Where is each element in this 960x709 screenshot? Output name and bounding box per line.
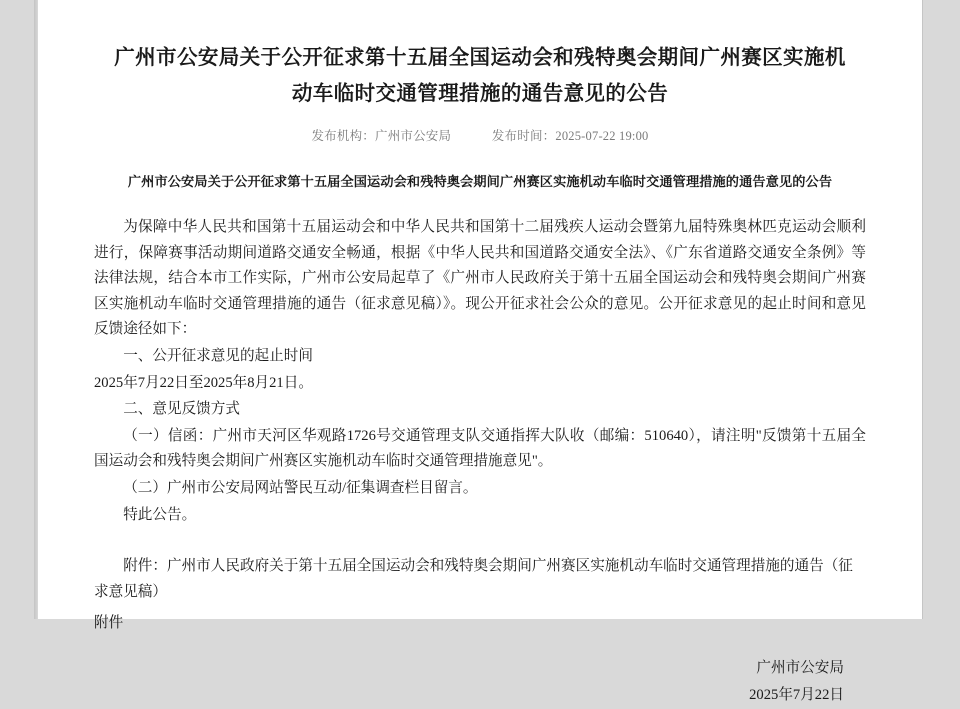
next-page-partial-text: 附件 (94, 615, 124, 631)
document-body (94, 215, 866, 528)
body-paragraph: 特此公告。 (123, 506, 197, 523)
document-page (38, 0, 922, 704)
document-subtitle: 广州市公安局关于公开征求第十五届全国运动会和残特奥会期间广州赛区实施机动车临时交通管理措施的通告意见的公告 (127, 174, 833, 189)
body-paragraph: 2025年7月22日至2025年8月21日。 (94, 374, 313, 391)
document-meta (94, 126, 866, 144)
publish-time-value: 2025-07-22 19:00 (555, 129, 649, 143)
body-paragraph: 二、意见反馈方式 (123, 401, 240, 418)
body-paragraph: （二）广州市公安局网站警民互动/征集调查栏目留言。 (123, 479, 478, 496)
signature-date: 2025年7月22日 (749, 687, 844, 704)
body-paragraph: 为保障中华人民共和国第十五届运动会和中华人民共和国第十二届残疾人运动会暨第九届特殊奥林匹克运动会顺利进行，保障赛事活动期间道路交通安全畅通，根据《中华人民共和国道路交通安全法》、《广东省道路交通安全条例》等法律法规，结合本市工作实际，广州市公安局起草了《广州市人民政府关于第十五届全国运动会和残特奥会期间广州赛区实施机动车临时交通管理措施的通告（征求意见稿）》。现公开征求社会公众的意见。公开征求意见的起止时间和意见反馈途径如下： (94, 219, 866, 338)
page-title: 广州市公安局关于公开征求第十五届全国运动会和残特奥会期间广州赛区实施机动车临时交通管理措施的通告意见的公告 (114, 47, 846, 105)
publisher-value: 广州市公安局 (375, 129, 452, 143)
body-paragraph: （一）信函：广州市天河区华观路1726号交通管理支队交通指挥大队收（邮编：510640），请注明"反馈第十五届全国运动会和残特奥会期间广州赛区实施机动车临时交通管理措施意见"。 (94, 427, 866, 470)
attachment-line: 附件：广州市人民政府关于第十五届全国运动会和残特奥会期间广州赛区实施机动车临时交通管理措施的通告（征求意见稿） (94, 558, 853, 600)
publisher-label: 发布机构： (311, 129, 375, 143)
publish-time-label: 发布时间： (491, 129, 556, 143)
signature-org: 广州市公安局 (756, 660, 844, 677)
body-paragraph: 一、公开征求意见的起止时间 (123, 347, 313, 364)
signature-block (94, 655, 866, 709)
